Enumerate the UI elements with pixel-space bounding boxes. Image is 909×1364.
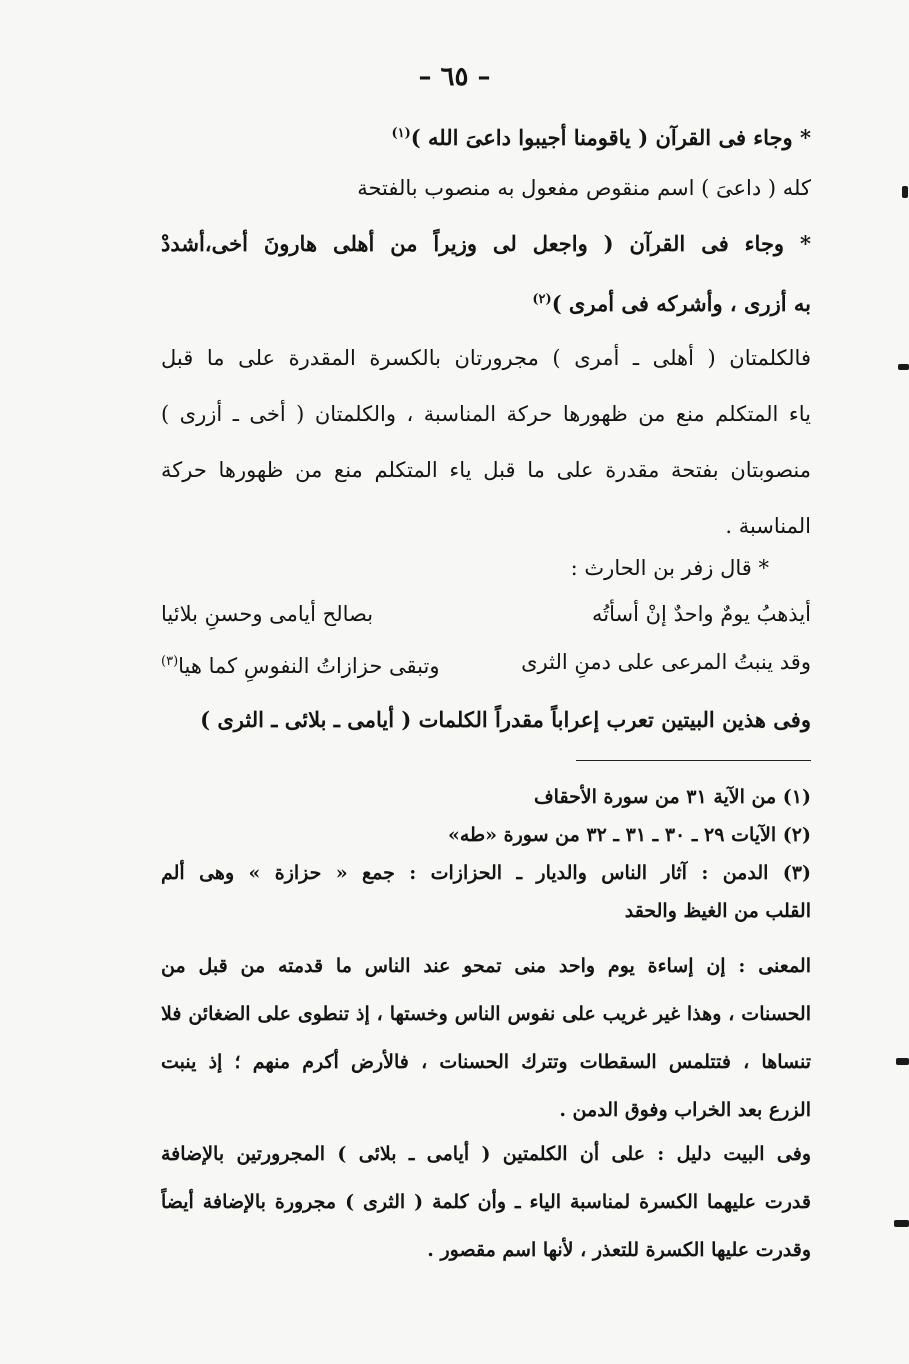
paragraph-quran-2: [161, 222, 811, 322]
footnote-ref-1: (١): [391, 126, 411, 141]
meaning-line3: تنساها ، فتتلمس السقطات وتترك الحسنات ، فالأرض أكرم منهم ؛ إذ ينبت: [161, 1051, 811, 1073]
paragraph-analysis: [161, 330, 811, 554]
footnote-ref-3: (٣): [161, 654, 179, 669]
paragraph-conclusion: [161, 698, 811, 742]
meaning-line1: المعنى : إن إساءة يوم واحد منى تمحو عند الناس ما قدمته من قبل من: [161, 955, 811, 977]
paragraph-quran-1: [161, 112, 811, 156]
footnote-ref-2: (٢): [532, 292, 552, 307]
verse-1-first-half: أيذهبُ يومٌ واحدٌ إنْ أسأتُه: [592, 602, 811, 626]
scan-mark: [896, 1058, 909, 1065]
quran-quote-2-line2: به أزرى ، وأشركه فى أمرى ): [551, 291, 811, 316]
evidence-line3: وقدرت عليها الكسرة للتعذر ، لأنها اسم مقصور .: [427, 1239, 811, 1261]
verse-2-second-half: وتبقى حزازاتُ النفوسِ كما هيا: [178, 654, 440, 678]
meaning-line2: الحسنات ، وهذا غير غريب على نفوس الناس وخستها ، إذ تنطوى على الضغائن فلا: [161, 1003, 811, 1025]
footnote-2: (٢) الآيات ٢٩ ـ ٣٠ ـ ٣١ ـ ٣٢ من سورة «طه»: [447, 824, 811, 846]
meaning-note: [161, 942, 811, 1134]
poet-intro: [161, 546, 769, 590]
quran-quote-1: * وجاء فى القرآن ( ياقومنا أجيبوا داعىَ الله ): [410, 125, 811, 150]
footnote-separator: [576, 760, 811, 761]
verse-2-first-half: وقد ينبتُ المرعى على دمنِ الثرى: [521, 650, 811, 674]
poem: [161, 590, 811, 686]
analysis-line1: فالكلمتان ( أهلى ـ أمرى ) مجرورتان بالكسرة المقدرة على ما قبل: [161, 346, 811, 370]
verse-1: [161, 590, 811, 638]
analysis-line3: منصوبتان بفتحة مقدرة على ما قبل ياء المتكلم منع من ظهورها حركة: [161, 458, 811, 482]
quran-quote-2-line1: * وجاء فى القرآن ( واجعل لى وزيراً من أهلى هارونَ أخى،أشددْ: [161, 231, 811, 256]
footnote-1: (١) من الآية ٣١ من سورة الأحقاف: [533, 786, 811, 808]
analysis-line4: المناسبة .: [725, 514, 811, 538]
explanation-line: كله ( داعىَ ) اسم منقوص مفعول به منصوب بالفتحة: [357, 176, 811, 200]
analysis-line2: ياء المتكلم منع من ظهورها حركة المناسبة ، والكلمتان ( أخى ـ أزرى ): [161, 402, 811, 426]
poet-intro-line: * قال زفر بن الحارث :: [570, 556, 769, 580]
scan-mark: [902, 186, 908, 198]
page-number: – ٦٥ –: [418, 62, 491, 92]
paragraph-explanation-1: [161, 166, 811, 210]
verse-1-second-half: بصالح أيامى وحسنِ بلائيا: [161, 602, 374, 626]
conclusion-line: وفى هذين البيتين تعرب إعراباً مقدراً الكلمات ( أيامى ـ بلائى ـ الثرى ): [200, 707, 811, 732]
footnote-3-line2: القلب من الغيظ والحقد: [624, 900, 811, 922]
evidence-note: [161, 1130, 811, 1274]
footnote-3-line1: (٣) الدمن : آثار الناس والديار ـ الحزازات : جمع « حزازة » وهى ألم: [161, 862, 811, 884]
verse-2: [161, 638, 811, 686]
scan-mark: [898, 364, 909, 370]
scan-mark: [894, 1220, 909, 1227]
meaning-line4: الزرع بعد الخراب وفوق الدمن .: [559, 1099, 811, 1121]
evidence-line1: وفى البيت دليل : على أن الكلمتين ( أيامى ـ بلائى ) المجرورتين بالإضافة: [161, 1143, 811, 1165]
evidence-line2: قدرت عليهما الكسرة لمناسبة الياء ـ وأن كلمة ( الثرى ) مجرورة بالإضافة أيضاً: [161, 1191, 811, 1213]
footnotes: [161, 778, 811, 930]
